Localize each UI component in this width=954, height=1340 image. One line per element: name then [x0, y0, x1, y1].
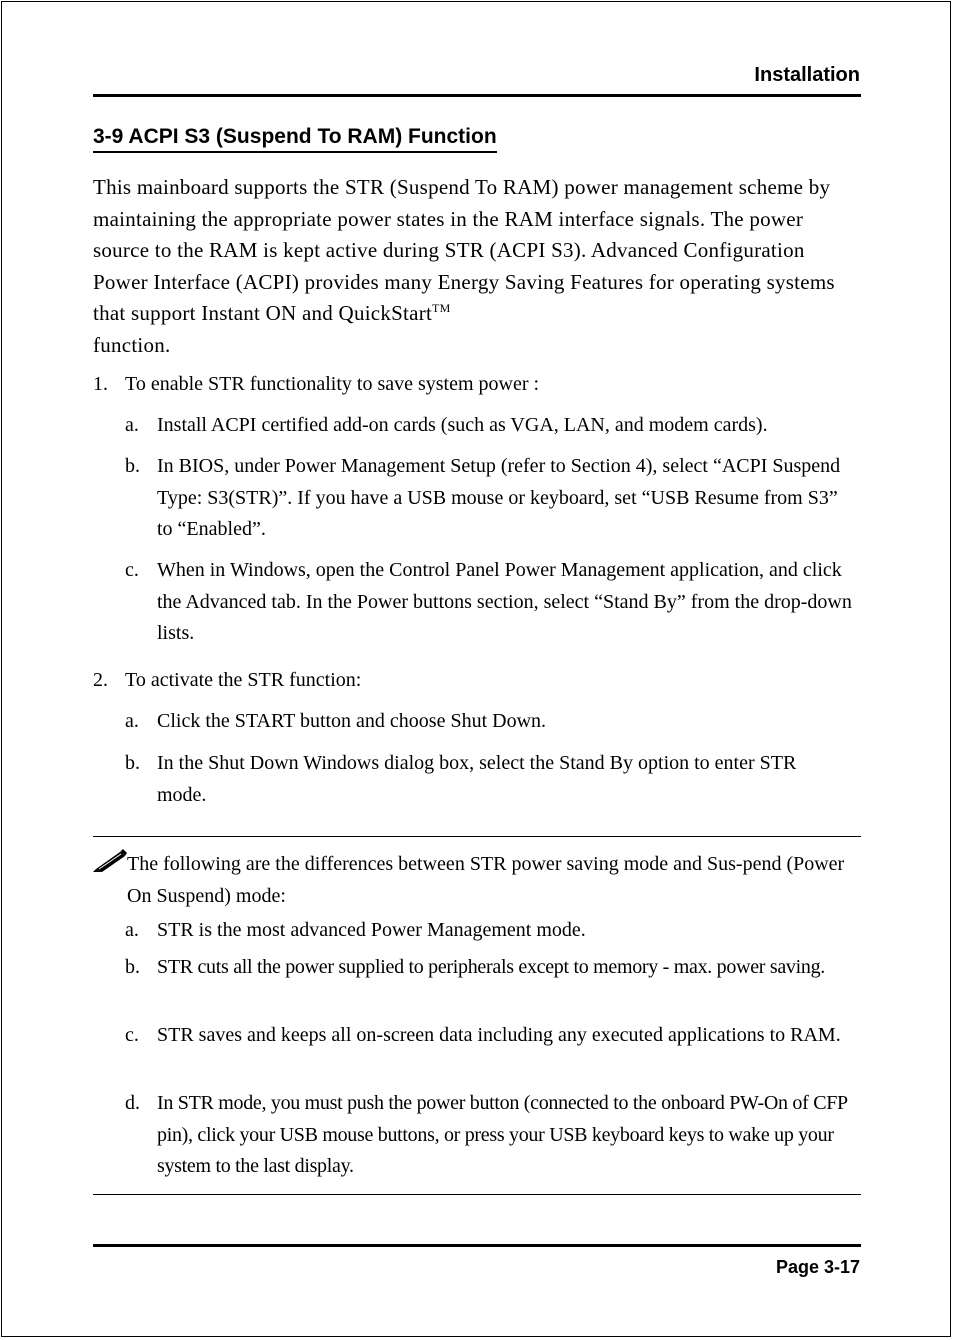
- list-item-text: In the Shut Down Windows dialog box, select the Stand By option to enter STR mode.: [157, 752, 797, 806]
- intro-text: This mainboard supports the STR (Suspend To RAM) power management scheme by maintaining the appropriate power states in the RAM interface signals. The power source to the RAM is kept active during STR (ACPI S3). Advanced Configuration Power Interface (ACPI) provides many Energy Saving Features for operating systems that support Instant ON and QuickStart: [93, 175, 835, 326]
- header-rule: [93, 94, 861, 97]
- note-bottom-rule: [93, 1194, 861, 1195]
- list-item-text: In STR mode, you must push the power button (connected to the onboard PW-On of CFP pin), click your USB mouse buttons, or press your USB keyboard keys to wake up your system to the last display.: [157, 1092, 848, 1177]
- list-item-text: STR cuts all the power supplied to peripherals except to memory - max. power saving.: [157, 956, 825, 978]
- note-text: [127, 849, 863, 912]
- step-number: 1.: [93, 373, 108, 395]
- trademark-mark: TM: [432, 301, 451, 316]
- list-item-letter: b.: [125, 455, 140, 477]
- note-text-content: The following are the differences between STR power saving mode and Sus-pend (Power On Suspend) mode:: [127, 853, 845, 907]
- list-item-letter: b.: [125, 752, 140, 774]
- list-item-text: STR saves and keeps all on-screen data including any executed applications to RAM.: [157, 1024, 841, 1046]
- list-item-letter: c.: [125, 1024, 139, 1046]
- list-item-text: When in Windows, open the Control Panel Power Management application, and click the Advanced tab. In the Power buttons section, select “Stand By” from the drop-down lists.: [157, 559, 852, 644]
- step-text: To enable STR functionality to save system power :: [125, 373, 540, 395]
- list-item-letter: c.: [125, 559, 139, 581]
- list-item-letter: b.: [125, 956, 140, 978]
- footer-rule: [93, 1244, 861, 1247]
- note-top-rule: [93, 836, 861, 837]
- list-item-text: In BIOS, under Power Management Setup (refer to Section 4), select “ACPI Suspend Type: S3(STR)”. If you have a USB mouse or keyboard, set “USB Resume from S3” to “Enabled”.: [157, 455, 841, 540]
- intro-paragraph: [93, 172, 863, 362]
- list-item-letter: a.: [125, 919, 139, 941]
- list-item-letter: d.: [125, 1092, 140, 1114]
- step-text: To activate the STR function:: [125, 669, 362, 691]
- running-header: Installation: [754, 64, 860, 86]
- section-title: 3-9 ACPI S3 (Suspend To RAM) Function: [93, 125, 497, 153]
- intro-end: function.: [93, 332, 171, 357]
- list-item-text: STR is the most advanced Power Management mode.: [157, 919, 586, 941]
- list-item-text: Click the START button and choose Shut Down.: [157, 710, 547, 732]
- page-number: Page 3-17: [775, 1257, 860, 1277]
- pencil-icon: [93, 848, 127, 872]
- list-item-letter: a.: [125, 710, 139, 732]
- list-item-letter: a.: [125, 414, 139, 436]
- list-item-text: Install ACPI certified add-on cards (such as VGA, LAN, and modem cards).: [157, 414, 768, 436]
- step-number: 2.: [93, 669, 108, 691]
